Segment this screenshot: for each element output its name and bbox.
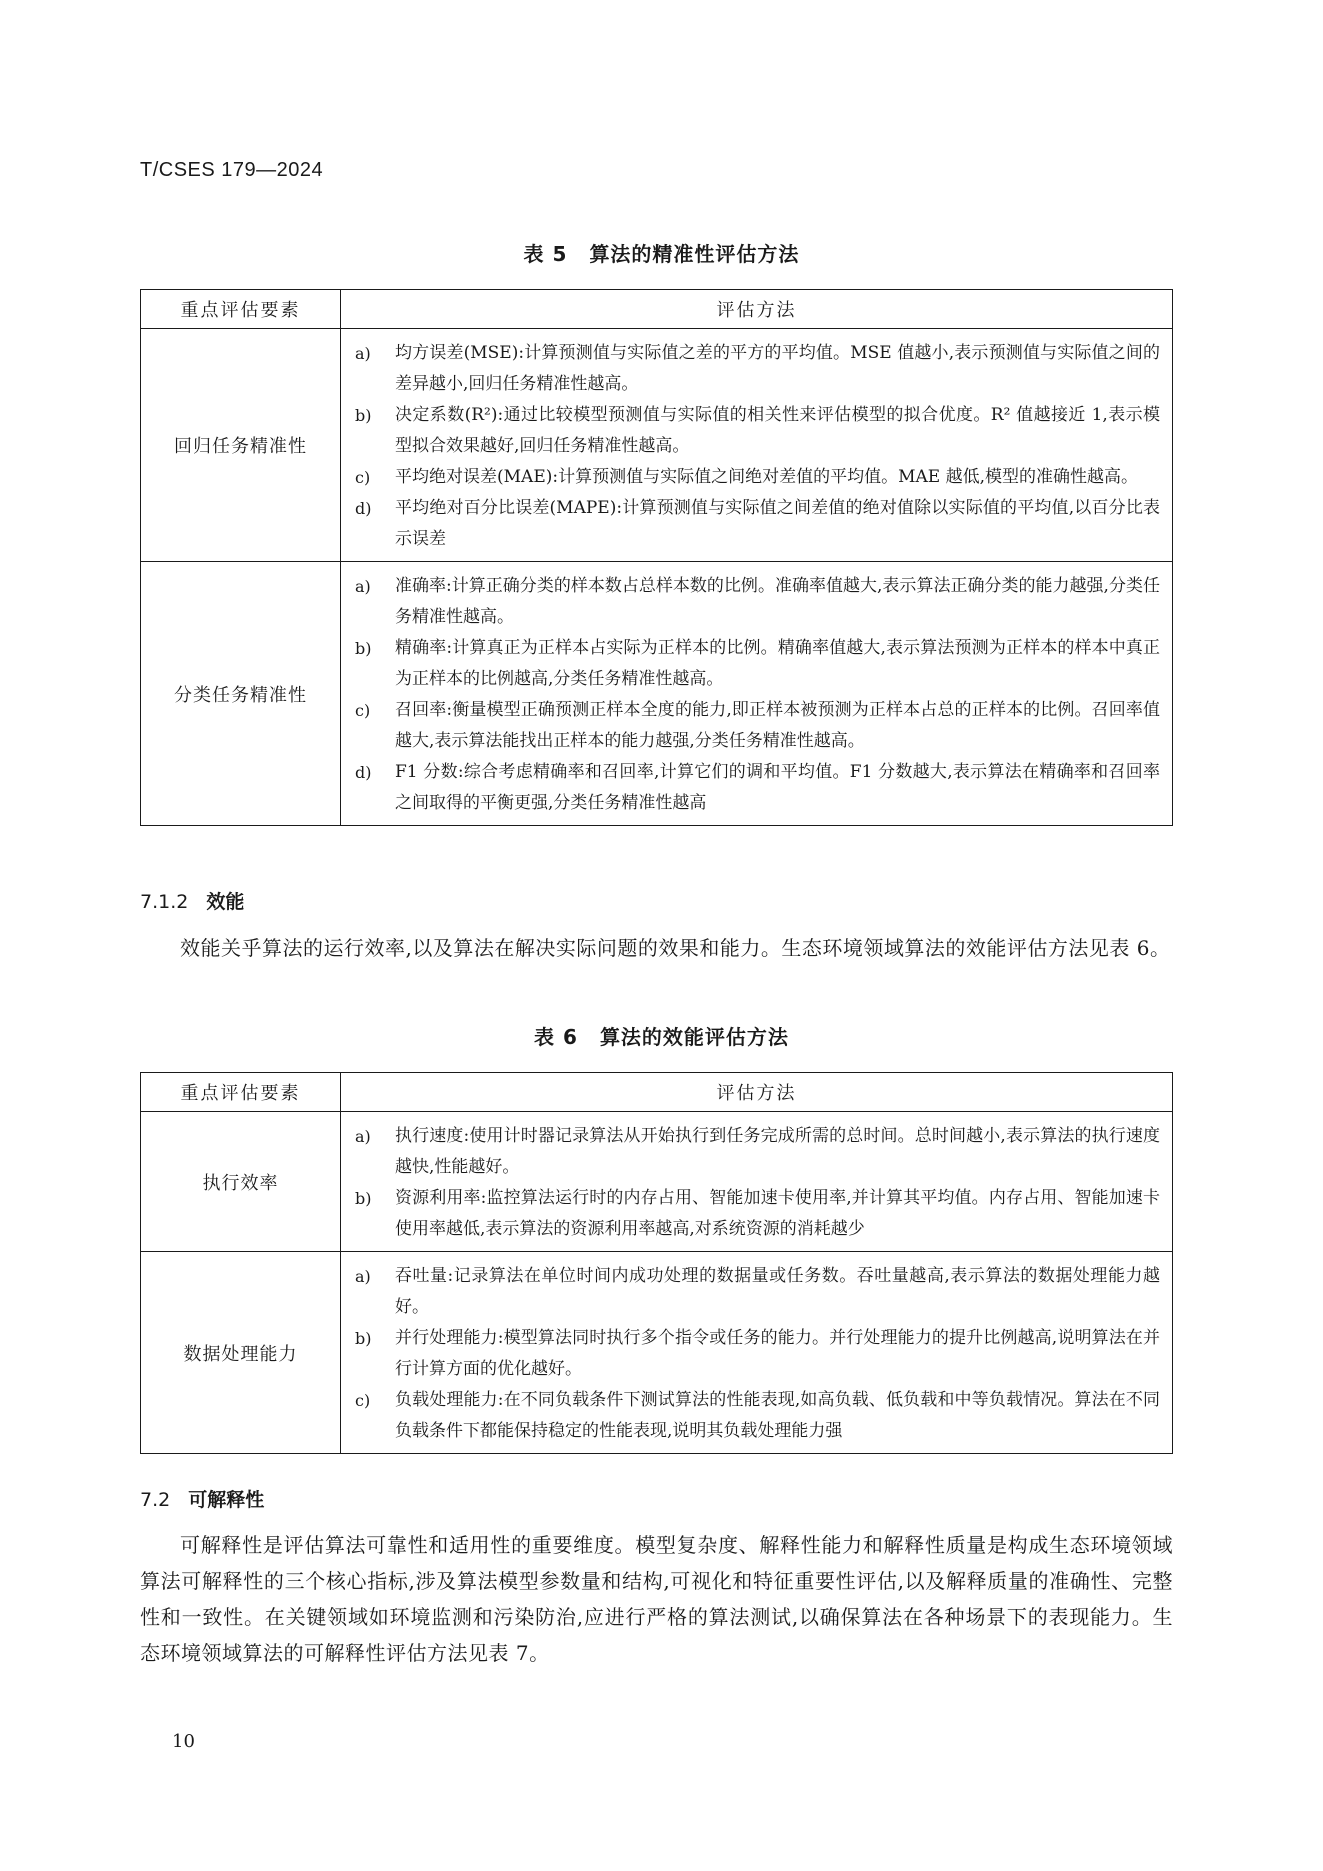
- list-item: [355, 757, 1160, 819]
- table-header-row: [141, 1073, 1173, 1112]
- item-label: d): [355, 499, 372, 518]
- list-item: [355, 1261, 1160, 1323]
- item-label: b): [355, 1329, 372, 1348]
- method-cell: [341, 1112, 1173, 1252]
- item-text: 均方误差(MSE):计算预测值与实际值之差的平方的平均值。MSE 值越小,表示预测值与实际值之间的差异越小,回归任务精准性越高。: [395, 343, 1160, 394]
- item-text: 决定系数(R²):通过比较模型预测值与实际值的相关性来评估模型的拟合优度。R² 值越接近 1,表示模型拟合效果越好,回归任务精准性越高。: [395, 405, 1160, 456]
- section-title: 效能: [206, 891, 245, 913]
- method-cell: [341, 1252, 1173, 1454]
- item-text: 并行处理能力:模型算法同时执行多个指令或任务的能力。并行处理能力的提升比例越高,说明算法在并行计算方面的优化越好。: [395, 1328, 1160, 1379]
- key-element-cell: 分类任务精准性: [141, 562, 341, 826]
- item-text: 负载处理能力:在不同负载条件下测试算法的性能表现,如高负载、低负载和中等负载情况。算法在不同负载条件下都能保持稳定的性能表现,说明其负载处理能力强: [395, 1390, 1160, 1441]
- list-item: [355, 338, 1160, 400]
- table5: [140, 289, 1173, 826]
- item-text: 平均绝对误差(MAE):计算预测值与实际值之间绝对差值的平均值。MAE 越低,模型的准确性越高。: [395, 467, 1138, 487]
- list-item: [355, 1183, 1160, 1245]
- section-paragraph: 效能关乎算法的运行效率,以及算法在解决实际问题的效果和能力。生态环境领域算法的效能评估方法见表 6。: [180, 936, 1171, 960]
- key-element-cell: 执行效率: [141, 1112, 341, 1252]
- list-item: [355, 1385, 1160, 1447]
- standard-code: T/CSES 179—2024: [140, 159, 324, 181]
- item-text: 准确率:计算正确分类的样本数占总样本数的比例。准确率值越大,表示算法正确分类的能力越强,分类任务精准性越高。: [395, 576, 1160, 627]
- key-element-cell: 回归任务精准性: [141, 329, 341, 562]
- list-item: [355, 400, 1160, 462]
- table-row: [141, 1112, 1173, 1252]
- section-paragraph: 可解释性是评估算法可靠性和适用性的重要维度。模型复杂度、解释性能力和解释性质量是构成生态环境领域算法可解释性的三个核心指标,涉及算法模型参数量和结构,可视化和特征重要性评估,以及解释质量的准确性、完整性和一致性。在关键领域如环境监测和污染防治,应进行严格的算法测试,以确保算法在各种场景下的表现能力。生态环境领域算法的可解释性评估方法见表 7。: [140, 1533, 1173, 1665]
- table5-caption: [0, 238, 1323, 267]
- table5-title: 算法的精准性评估方法: [589, 242, 800, 266]
- item-text: 平均绝对百分比误差(MAPE):计算预测值与实际值之间差值的绝对值除以实际值的平均值,以百分比表示误差: [395, 498, 1160, 549]
- table-row: [141, 1252, 1173, 1454]
- table-row: [141, 562, 1173, 826]
- table-row: [141, 329, 1173, 562]
- list-item: [355, 1121, 1160, 1183]
- item-text: 资源利用率:监控算法运行时的内存占用、智能加速卡使用率,并计算其平均值。内存占用、智能加速卡使用率越低,表示算法的资源利用率越高,对系统资源的消耗越少: [395, 1188, 1160, 1239]
- page-number: 10: [172, 1731, 195, 1752]
- section-number: 7.2: [140, 1489, 171, 1511]
- item-text: 执行速度:使用计时器记录算法从开始执行到任务完成所需的总时间。总时间越小,表示算法的执行速度越快,性能越好。: [395, 1126, 1160, 1177]
- method-cell: [341, 329, 1173, 562]
- table6-caption: [0, 1021, 1323, 1050]
- item-label: b): [355, 1189, 372, 1208]
- list-item: [355, 462, 1160, 493]
- list-item: [355, 1323, 1160, 1385]
- list-item: [355, 695, 1160, 757]
- item-label: c): [355, 701, 371, 720]
- list-item: [355, 571, 1160, 633]
- item-label: a): [355, 344, 371, 363]
- section-number: 7.1.2: [140, 891, 189, 913]
- item-text: 精确率:计算真正为正样本占实际为正样本的比例。精确率值越大,表示算法预测为正样本的样本中真正为正样本的比例越高,分类任务精准性越高。: [395, 638, 1160, 689]
- item-label: b): [355, 639, 372, 658]
- item-label: b): [355, 406, 372, 425]
- item-text: F1 分数:综合考虑精确率和召回率,计算它们的调和平均值。F1 分数越大,表示算法在精确率和召回率之间取得的平衡更强,分类任务精准性越高: [395, 762, 1160, 813]
- item-label: a): [355, 577, 371, 596]
- item-label: a): [355, 1127, 371, 1146]
- column-header-key: 重点评估要素: [141, 290, 341, 329]
- table6-title: 算法的效能评估方法: [599, 1025, 789, 1049]
- item-label: c): [355, 468, 371, 487]
- section-heading-7-2: [140, 1485, 264, 1512]
- item-text: 召回率:衡量模型正确预测正样本全度的能力,即正样本被预测为正样本占总的正样本的比例。召回率值越大,表示算法能找出正样本的能力越强,分类任务精准性越高。: [395, 700, 1160, 751]
- item-label: a): [355, 1267, 371, 1286]
- section-heading-7-1-2: [140, 887, 244, 914]
- list-item: [355, 633, 1160, 695]
- column-header-method: 评估方法: [341, 1073, 1173, 1112]
- table6-number: 表 6: [534, 1025, 578, 1049]
- method-cell: [341, 562, 1173, 826]
- item-text: 吞吐量:记录算法在单位时间内成功处理的数据量或任务数。吞吐量越高,表示算法的数据处理能力越好。: [395, 1266, 1160, 1317]
- table6: [140, 1072, 1173, 1454]
- list-item: [355, 493, 1160, 555]
- column-header-method: 评估方法: [341, 290, 1173, 329]
- item-label: c): [355, 1391, 371, 1410]
- key-element-cell: 数据处理能力: [141, 1252, 341, 1454]
- column-header-key: 重点评估要素: [141, 1073, 341, 1112]
- table5-number: 表 5: [523, 242, 568, 266]
- item-label: d): [355, 763, 372, 782]
- section-title: 可解释性: [188, 1489, 265, 1511]
- table-header-row: [141, 290, 1173, 329]
